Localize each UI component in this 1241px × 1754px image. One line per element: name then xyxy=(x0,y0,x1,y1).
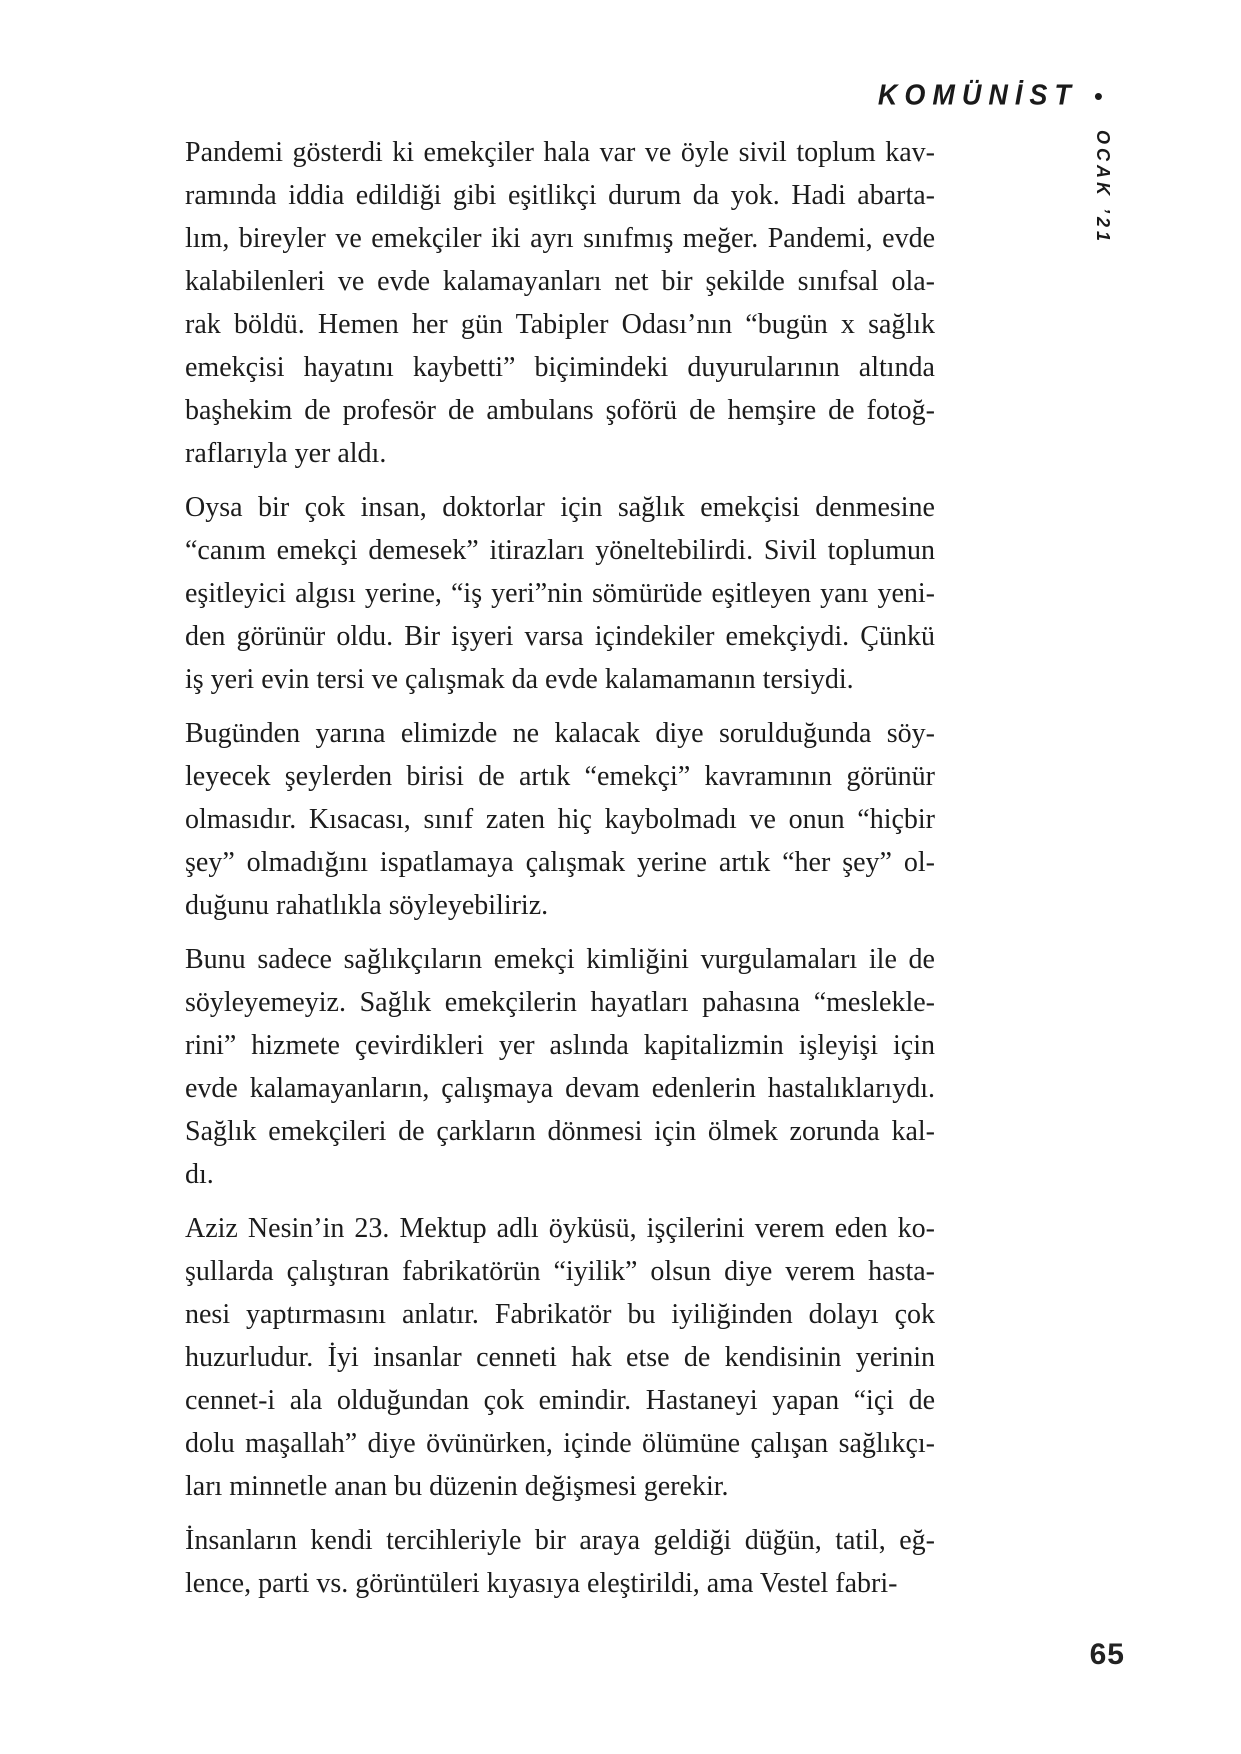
paragraph xyxy=(185,1207,935,1508)
text-line: şey” olmadığını ispatlamaya çalışmak yerine artık “her şey” ol- xyxy=(185,847,935,878)
paragraph xyxy=(185,486,935,701)
paragraph xyxy=(185,938,935,1196)
text-line: Aziz Nesin’in 23. Mektup adlı öyküsü, işçilerini verem eden ko- xyxy=(185,1213,935,1244)
text-line: ları minnetle anan bu düzenin değişmesi gerekir. xyxy=(185,1471,729,1502)
paragraph xyxy=(185,1519,935,1605)
text-line: rak böldü. Hemen her gün Tabipler Odası’nın “bugün x sağlık xyxy=(185,309,935,340)
text-line: huzurludur. İyi insanlar cenneti hak etse de kendisinin yerinin xyxy=(185,1342,935,1373)
text-line: Bunu sadece sağlıkçıların emekçi kimliğini vurgulamaları ile de xyxy=(185,944,935,975)
paragraph xyxy=(185,131,935,475)
text-line: Sağlık emekçileri de çarkların dönmesi için ölmek zorunda kal- xyxy=(185,1116,935,1147)
text-line: Bugünden yarına elimizde ne kalacak diye sorulduğunda söy- xyxy=(185,718,935,749)
page-number: 65 xyxy=(1089,1638,1125,1671)
text-line: Oysa bir çok insan, doktorlar için sağlık emekçisi denmesine xyxy=(185,492,935,523)
bullet-icon: • xyxy=(1093,80,1103,111)
text-line: duğunu rahatlıkla söyleyebiliriz. xyxy=(185,890,549,921)
text-line: “canım emekçi demesek” itirazları yöneltebilirdi. Sivil toplumun xyxy=(185,535,935,566)
text-line: nesi yaptırmasını anlatır. Fabrikatör bu iyiliğinden dolayı çok xyxy=(185,1299,935,1330)
text-line: cennet-i ala olduğundan çok emindir. Hastaneyi yapan “içi de xyxy=(185,1385,935,1416)
text-line: Pandemi gösterdi ki emekçiler hala var ve öyle sivil toplum kav- xyxy=(185,137,935,168)
paragraph xyxy=(185,712,935,927)
issue-date-vertical: OCAK ’21 xyxy=(1093,130,1113,246)
text-line: olmasıdır. Kısacası, sınıf zaten hiç kaybolmadı ve onun “hiçbir xyxy=(185,804,935,835)
text-line: dı. xyxy=(185,1159,214,1190)
text-line: rini” hizmete çevirdikleri yer aslında kapitalizmin işleyişi için xyxy=(185,1030,935,1061)
article-body xyxy=(185,131,935,1616)
text-line: den görünür oldu. Bir işyeri varsa içindekiler emekçiydi. Çünkü xyxy=(185,621,935,652)
text-line: dolu maşallah” diye övünürken, içinde ölümüne çalışan sağlıkçı- xyxy=(185,1428,935,1459)
text-line: söyleyemeyiz. Sağlık emekçilerin hayatları pahasına “meslekle- xyxy=(185,987,935,1018)
text-line: iş yeri evin tersi ve çalışmak da evde kalamamanın tersiydi. xyxy=(185,664,854,695)
text-line: şullarda çalıştıran fabrikatörün “iyilik” olsun diye verem hasta- xyxy=(185,1256,935,1287)
text-line: İnsanların kendi tercihleriyle bir araya geldiği düğün, tatil, eğ- xyxy=(185,1525,935,1556)
text-line: kalabilenleri ve evde kalamayanları net bir şekilde sınıfsal ola- xyxy=(185,266,935,297)
text-line: raflarıyla yer aldı. xyxy=(185,438,387,469)
text-line: evde kalamayanların, çalışmaya devam edenlerin hastalıklarıydı. xyxy=(185,1073,935,1104)
magazine-title: KOMÜNİST xyxy=(877,79,1078,111)
running-header xyxy=(878,80,1103,111)
text-line: eşitleyici algısı yerine, “iş yeri”nin sömürüde eşitleyen yanı yeni- xyxy=(185,578,935,609)
text-line: lence, parti vs. görüntüleri kıyasıya eleştirildi, ama Vestel fabri- xyxy=(185,1568,898,1599)
text-line: lım, bireyler ve emekçiler iki ayrı sınıfmış meğer. Pandemi, evde xyxy=(185,223,935,254)
text-line: başhekim de profesör de ambulans şoförü de hemşire de fotoğ- xyxy=(185,395,935,426)
text-line: leyecek şeylerden birisi de artık “emekçi” kavramının görünür xyxy=(185,761,935,792)
text-line: ramında iddia edildiği gibi eşitlikçi durum da yok. Hadi abarta- xyxy=(185,180,935,211)
text-line: emekçisi hayatını kaybetti” biçimindeki duyurularının altında xyxy=(185,352,935,383)
